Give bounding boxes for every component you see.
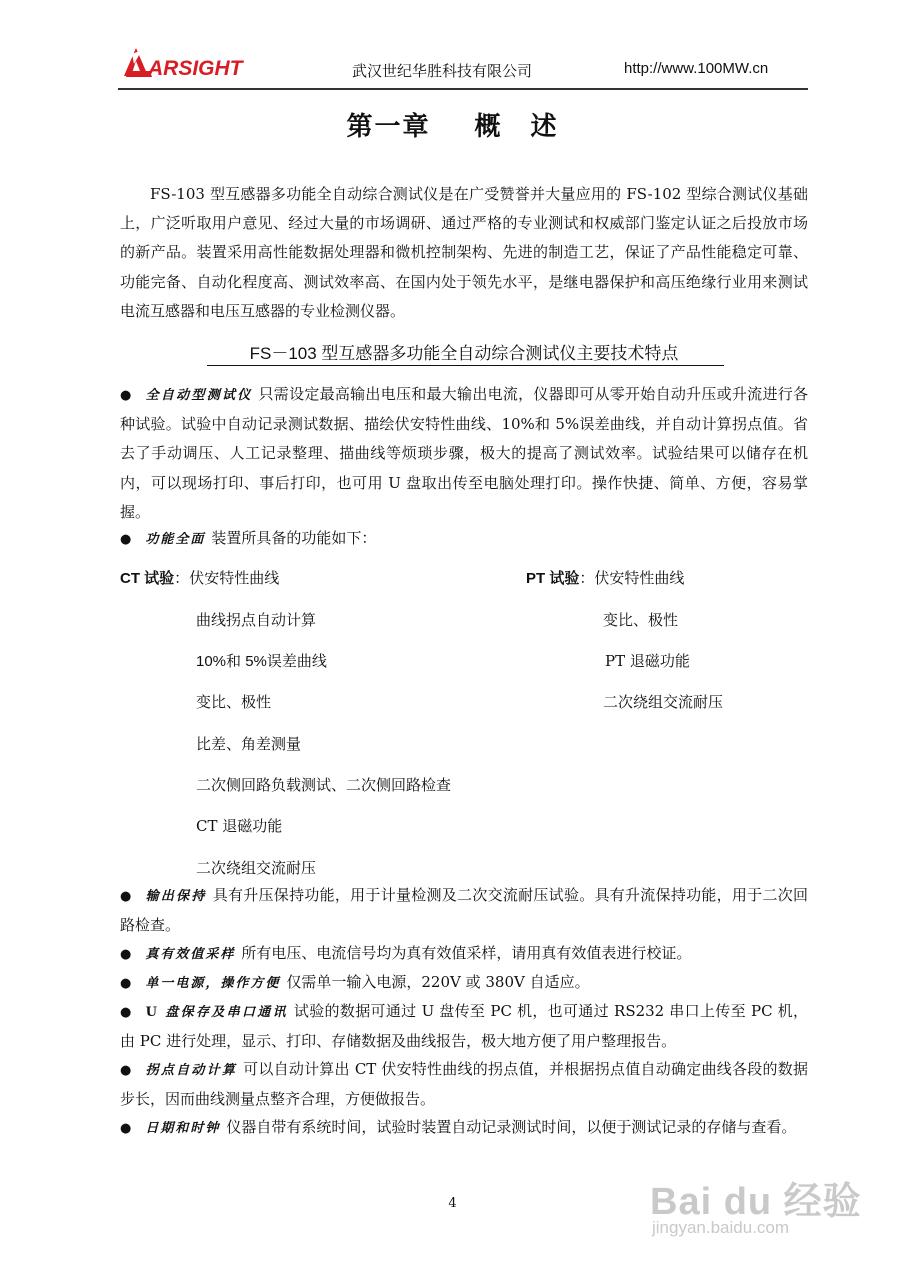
pt-item: 变比、极性 (603, 611, 679, 629)
ct-item: CT 退磁功能 (196, 817, 283, 835)
feature-knee (120, 1055, 808, 1114)
watermark-main: Bai du 经验 (650, 1181, 862, 1223)
ct-item: 二次绕组交流耐压 (196, 859, 317, 877)
pt-item: 伏安特性曲线 (594, 569, 685, 587)
ct-item: 伏安特性曲线 (189, 569, 280, 587)
heading-underline (207, 365, 724, 366)
watermark-sub: jingyan.baidu.com (652, 1218, 790, 1237)
ct-test-heading: CT 试验：伏安特性曲线 (120, 569, 280, 587)
feature-text: 所有电压、电流信号均为真有效值采样，请用真有效值表进行校证。 (241, 944, 692, 962)
header-rule (118, 88, 808, 90)
feature-text: 仪器自带有系统时间，试验时装置自动记录测试时间，以便于测试记录的存储与查看。 (226, 1118, 797, 1136)
bullet-icon: ● (120, 889, 132, 904)
intro-paragraph: FS-103 型互感器多功能全自动综合测试仪是在广受赞誉并大量应用的 FS-102 型综合测试仪基础上，广泛听取用户意见、经过大量的市场调研、通过严格的专业测试和权威部门鉴定认证之后投放市场的新产品。装置采用高性能数据处理器和微机控制架构、先进的制造工艺，保证了产品性能稳定可靠、功能完备、自动化程度高、测试效率高、在国内处于领先水平，是继电器保护和高压绝缘行业用来测试电流互感器和电压互感器的专业检测仪器。 (120, 185, 808, 320)
feature-tag: 日期和时钟 (145, 1121, 221, 1136)
company-logo (122, 44, 247, 80)
baidu-watermark (650, 1170, 862, 1237)
ct-item: 比差、角差测量 (196, 735, 302, 753)
feature-tag: 功能全面 (145, 532, 206, 547)
logo-text: ARSIGHT (148, 57, 243, 80)
feature-hold (120, 881, 808, 940)
feature-power (120, 968, 808, 998)
header-company: 武汉世纪华胜科技有限公司 (352, 63, 533, 80)
feature-text: 试验的数据可通过 U 盘传至 PC 机，也可通过 RS232 串口上传至 PC 机，由 PC 进行处理，显示、打印、存储数据及曲线报告，极大地方便了用户整理报告。 (120, 1002, 808, 1051)
ct-item: 曲线拐点自动计算 (196, 611, 317, 629)
bullet-icon: ● (120, 947, 132, 962)
feature-tag: 单一电源，操作方便 (145, 976, 281, 991)
ct-item: 变比、极性 (196, 693, 272, 711)
logo-icon (122, 44, 247, 80)
ct-item: 10%和 5%误差曲线 (196, 653, 327, 670)
chapter-title (0, 106, 905, 143)
page-number: 4 (448, 1196, 457, 1211)
feature-text: 装置所具备的功能如下： (211, 529, 377, 547)
bullet-icon: ● (120, 532, 132, 547)
feature-text: 具有升压保持功能，用于计量检测及二次交流耐压试验。具有升流保持功能，用于二次回路检查。 (120, 886, 808, 935)
pt-test-heading: PT 试验：伏安特性曲线 (526, 569, 685, 587)
pt-item: PT 退磁功能 (605, 652, 690, 670)
feature-tag: 拐点自动计算 (145, 1063, 238, 1078)
feature-clock (120, 1113, 808, 1143)
feature-tag: 全自动型测试仪 (145, 388, 253, 403)
features-heading: FS－103 型互感器多功能全自动综合测试仪主要技术特点 (249, 344, 679, 363)
chapter-name: 概 述 (474, 111, 559, 141)
bullet-icon: ● (120, 976, 132, 991)
pt-label: PT 试验 (526, 570, 580, 587)
feature-functions (120, 524, 808, 554)
ct-item: 二次侧回路负载测试、二次侧回路检查 (196, 776, 452, 794)
ct-label: CT 试验 (120, 570, 175, 587)
pt-item: 二次绕组交流耐压 (603, 693, 724, 711)
feature-text: 可以自动计算出 CT 伏安特性曲线的拐点值，并根据拐点值自动确定曲线各段的数据步长，因而曲线测量点整齐合理，方便做报告。 (120, 1060, 808, 1109)
header-url[interactable]: http://www.100MW.cn (624, 60, 769, 77)
feature-text: 只需设定最高输出电压和最大输出电流，仪器即可从零开始自动升压或升流进行各种试验。试验中自动记录测试数据、描绘伏安特性曲线、10%和 5%误差曲线，并自动计算拐点值。省去了手动调压、人工记录整理、描曲线等烦琐步骤，极大的提高了测试效率。试验结果可以储存在机内，可以现场打印、事后打印，也可用 U 盘取出传至电脑处理打印。操作快捷、简单、方便，容易掌握。 (120, 385, 808, 521)
feature-tag: 真有效值采样 (145, 947, 236, 962)
feature-tag: 输出保持 (145, 889, 207, 904)
feature-text: 仅需单一输入电源，220V 或 380V 自适应。 (286, 973, 590, 991)
feature-rms (120, 939, 808, 969)
bullet-icon: ● (120, 388, 132, 403)
chapter-number: 第一章 (346, 111, 431, 141)
feature-tag: 盘保存及串口通讯 (165, 1005, 288, 1020)
feature-usb (120, 997, 808, 1056)
bullet-icon: ● (120, 1121, 132, 1136)
feature-tag-u: U (145, 1005, 160, 1020)
bullet-icon: ● (120, 1063, 132, 1078)
feature-auto (120, 380, 808, 527)
bullet-icon: ● (120, 1005, 132, 1020)
